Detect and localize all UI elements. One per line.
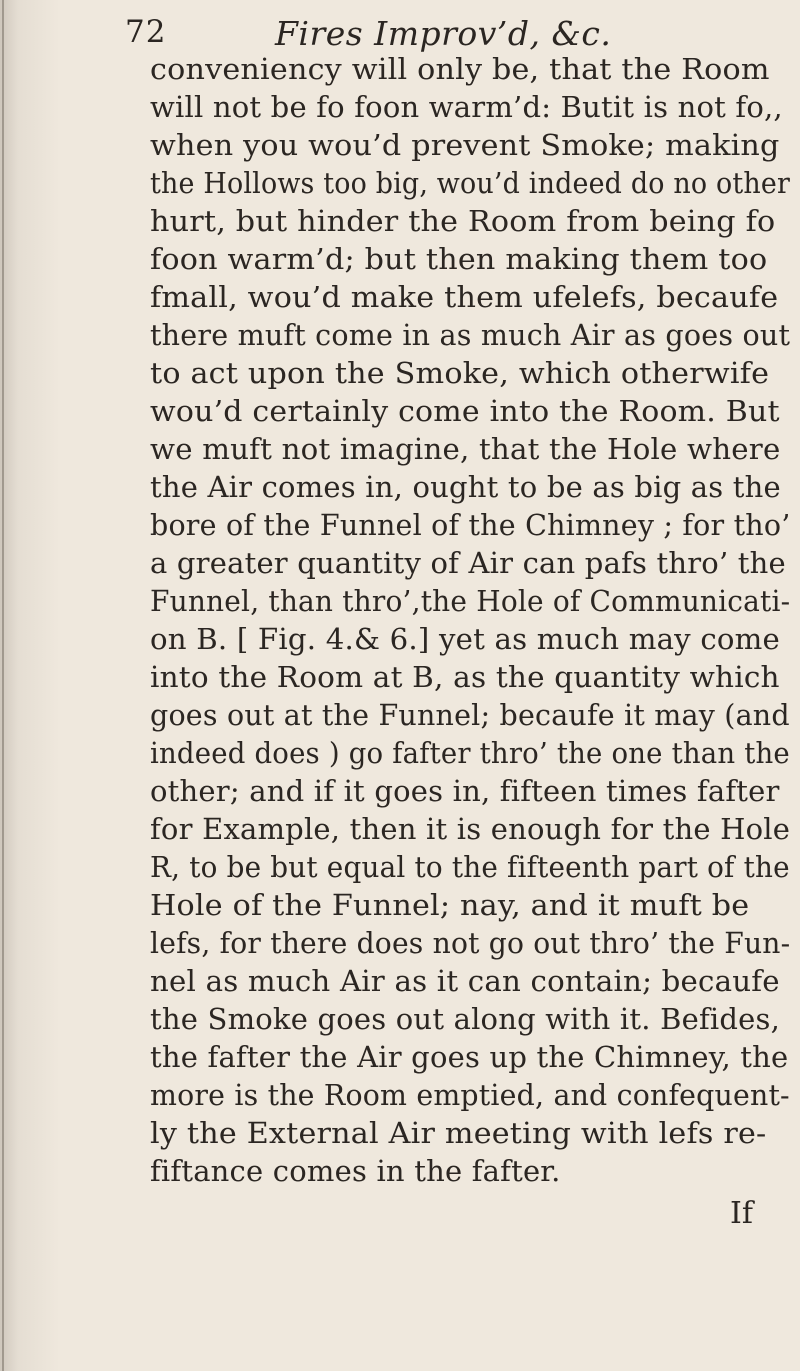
text-line: on B. [ Fig. 4.& 6.] yet as much may come xyxy=(150,622,781,656)
text-line: hurt, but hinder the Room from being fo xyxy=(150,204,776,238)
page-gutter-edge xyxy=(2,0,4,1371)
text-line: into the Room at B, as the quantity which xyxy=(150,660,780,694)
text-line: nel as much Air as it can contain; becaufe xyxy=(150,964,780,998)
text-line: when you wou’d prevent Smoke; making xyxy=(150,128,780,162)
text-line: foon warm’d; but then making them too xyxy=(150,242,768,276)
text-line: conveniency will only be, that the Room xyxy=(150,52,770,86)
text-line: lefs, for there does not go out thro’ the Fun- xyxy=(150,926,791,960)
text-line: R, to be but equal to the fifteenth part of the xyxy=(150,850,790,884)
text-line: there muft come in as much Air as goes out xyxy=(150,318,791,352)
text-line: fiftance comes in the fafter. xyxy=(150,1154,561,1188)
text-line: Hole of the Funnel; nay, and it muft be xyxy=(150,888,750,922)
text-line: ly the External Air meeting with lefs re- xyxy=(150,1116,767,1150)
text-line: for Example, then it is enough for the Hole xyxy=(150,812,791,846)
page-number: 72 xyxy=(125,14,167,50)
text-line: the fafter the Air goes up the Chimney, the xyxy=(150,1040,789,1074)
text-line: will not be fo foon warm’d: Butit is not fo,, xyxy=(150,90,783,124)
text-line: indeed does ) go fafter thro’ the one than the xyxy=(150,736,790,770)
text-line: fmall, wou’d make them ufelefs, becaufe xyxy=(150,280,779,314)
text-line: goes out at the Funnel; becaufe it may (and xyxy=(150,698,790,732)
text-line: other; and if it goes in, fifteen times fafter xyxy=(150,774,780,808)
text-line: Funnel, than thro’,the Hole of Communicati- xyxy=(150,584,791,618)
text-line: wou’d certainly come into the Room. But xyxy=(150,394,780,428)
text-line: to act upon the Smoke, which otherwife xyxy=(150,356,770,390)
text-line: the Hollows too big, wou’d indeed do no other xyxy=(150,166,791,200)
text-line: a greater quantity of Air can pafs thro’ the xyxy=(150,546,786,580)
catchword: If xyxy=(730,1196,753,1231)
text-line: the Air comes in, ought to be as big as the xyxy=(150,470,781,504)
text-line: bore of the Funnel of the Chimney ; for tho’ xyxy=(150,508,791,542)
text-line: we muft not imagine, that the Hole where xyxy=(150,432,781,466)
running-title: Fires Improv’d, &c. xyxy=(275,14,612,53)
text-line: the Smoke goes out along with it. Befides, xyxy=(150,1002,780,1036)
text-line: more is the Room emptied, and confequent- xyxy=(150,1078,790,1112)
